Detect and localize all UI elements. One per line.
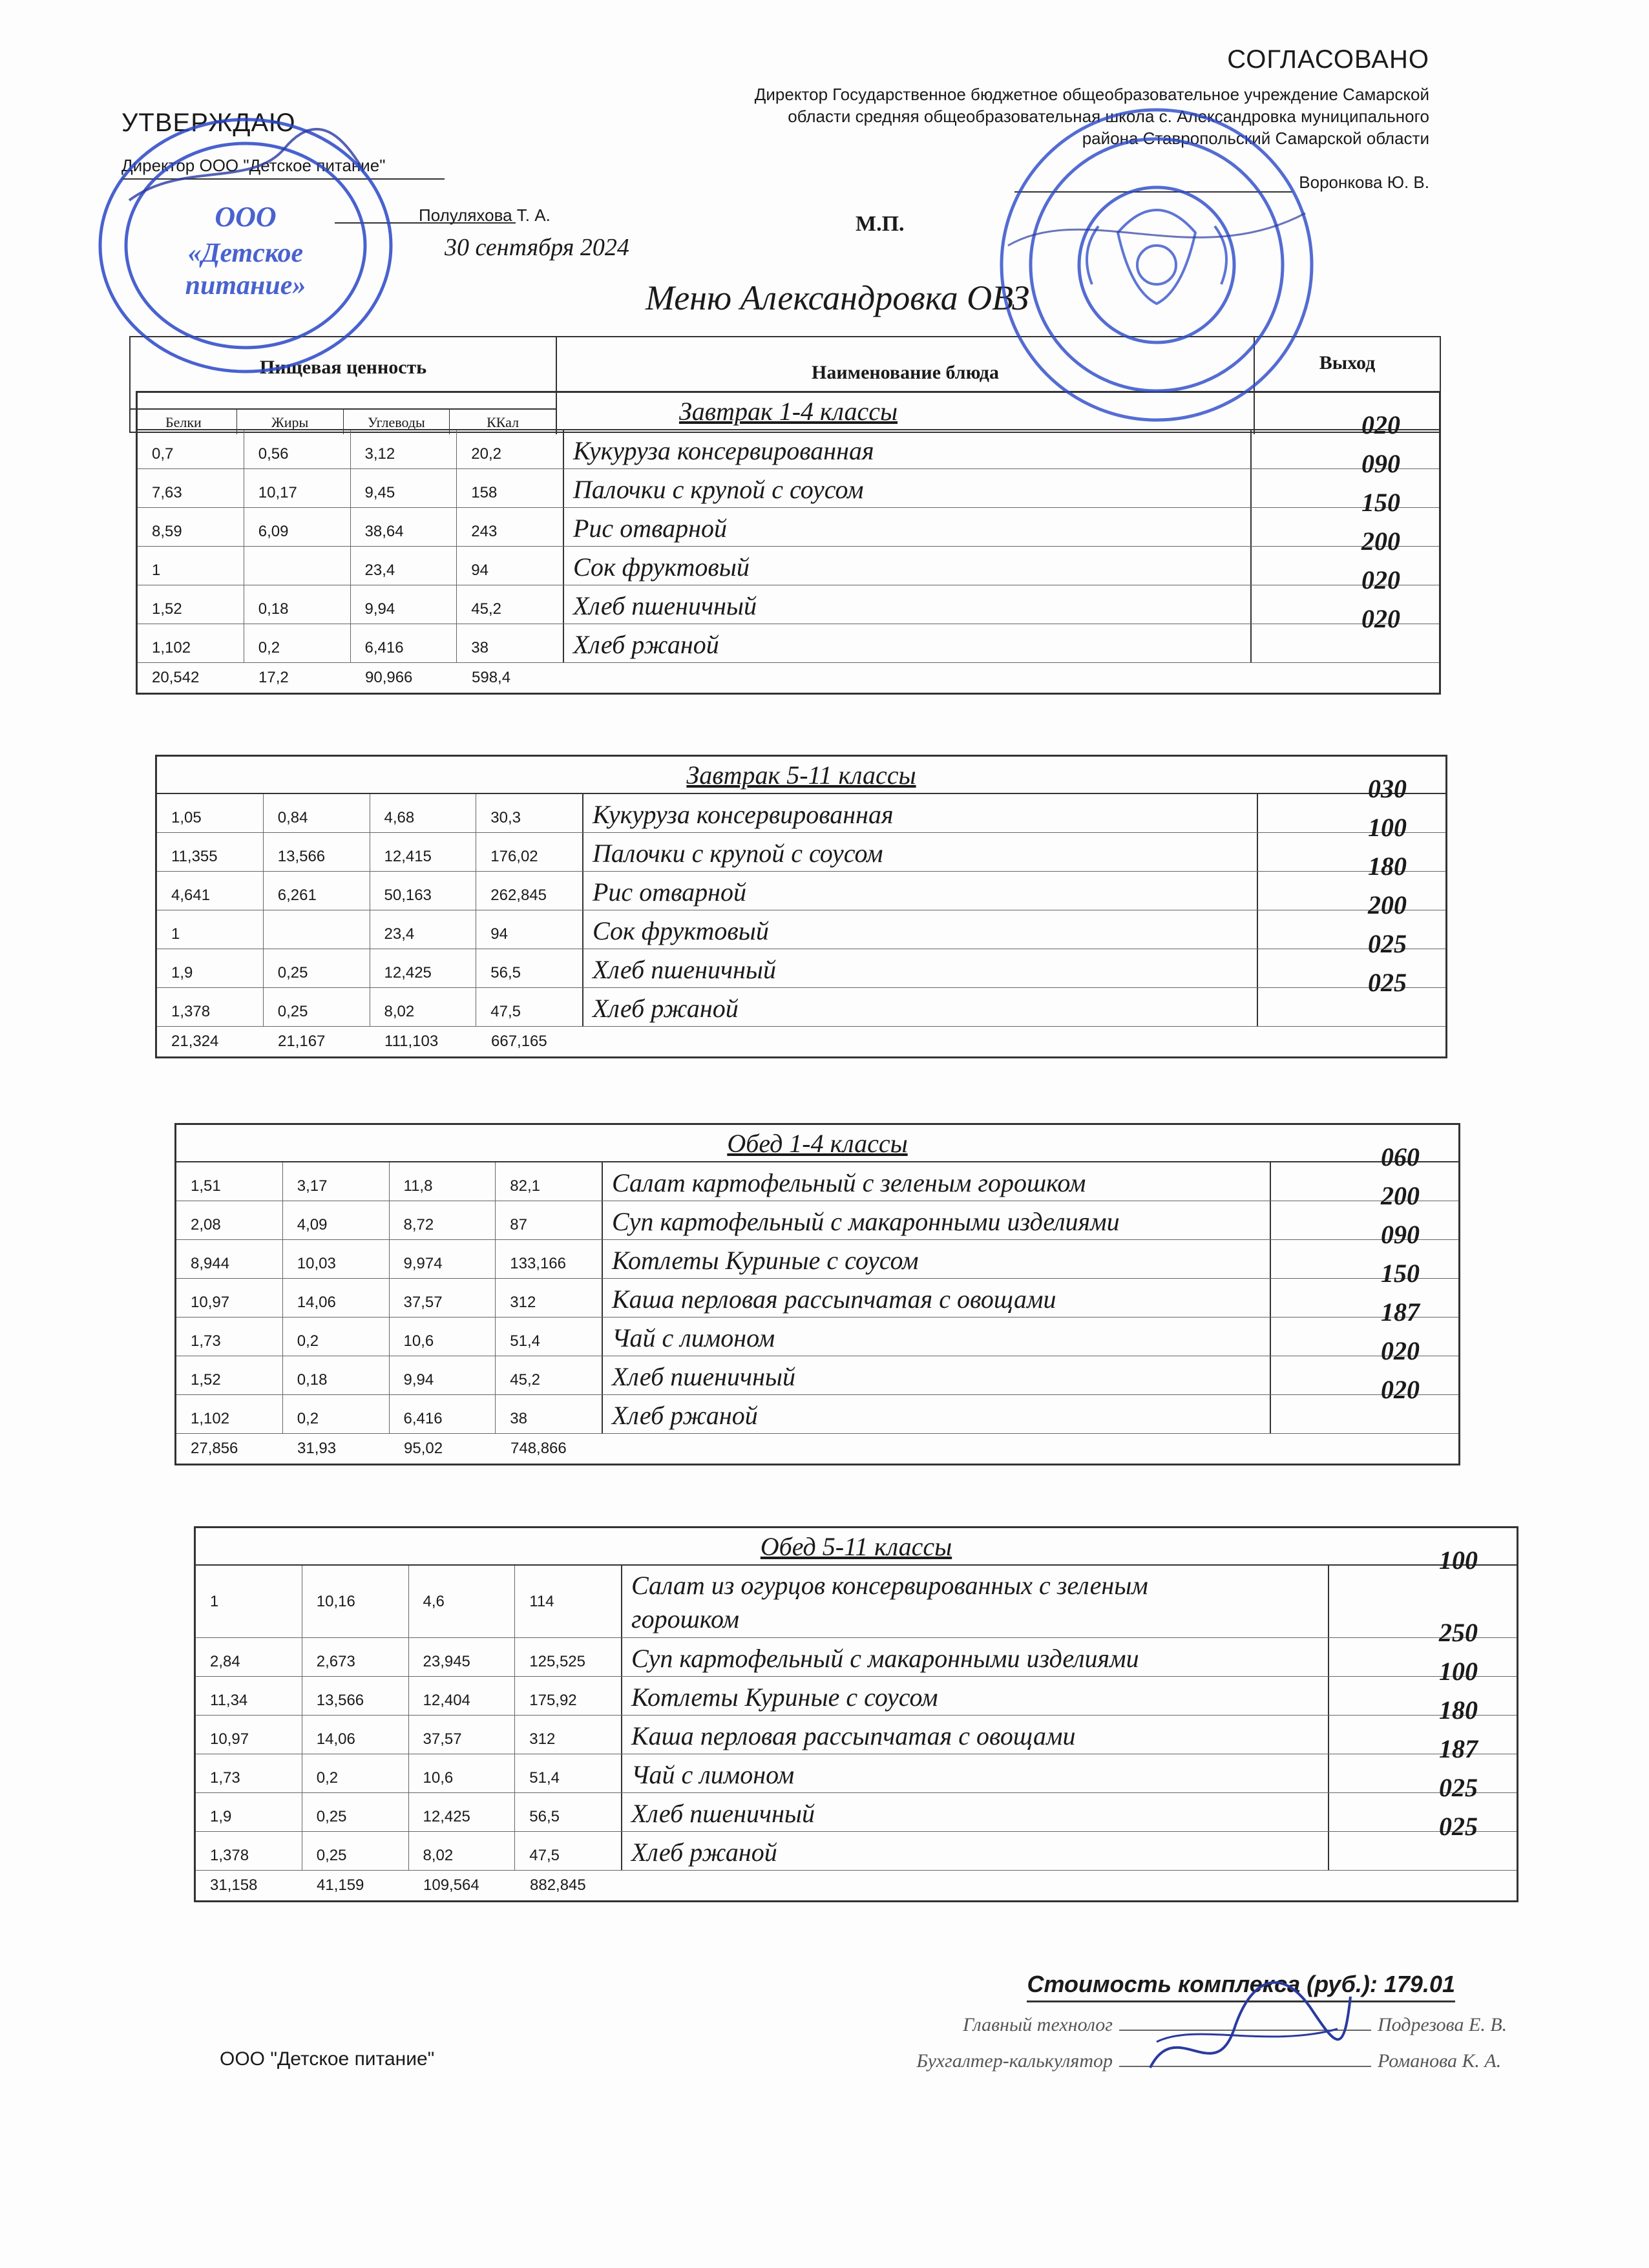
kcal-header: ККал <box>487 414 520 430</box>
fats-value: 0,84 <box>264 794 370 832</box>
school-stamp-right <box>982 103 1331 426</box>
proteins-value: 11,34 <box>196 1677 302 1715</box>
svg-text:ООО: ООО <box>215 201 277 233</box>
carbs-value: 6,416 <box>351 624 457 662</box>
dish-name: Салат картофельный с зеленым горошком <box>612 1168 1086 1197</box>
nutrition-values <box>196 1566 622 1637</box>
fats-value <box>244 547 351 585</box>
proteins-value: 1,52 <box>138 585 244 624</box>
carbs-value: 50,163 <box>370 872 477 910</box>
total-kcal: 748,866 <box>510 1440 567 1457</box>
carbs-value: 38,64 <box>351 508 457 546</box>
yield-cell <box>1252 410 1439 468</box>
yield-cell <box>1271 1375 1458 1433</box>
total-proteins: 20,542 <box>152 669 200 686</box>
total-carbs: 109,564 <box>423 1876 479 1894</box>
dish-name: Палочки с крупой с соусом <box>573 475 864 504</box>
nutrition-values <box>176 1162 603 1201</box>
yield-value: 030 <box>1368 774 1407 803</box>
yield-value: 200 <box>1381 1181 1420 1210</box>
carbs-value: 23,4 <box>370 910 477 949</box>
total-proteins: 21,324 <box>171 1033 219 1050</box>
meal-section <box>155 755 1447 1058</box>
kcal-value: 312 <box>529 1730 556 1748</box>
dish-cell <box>603 1395 1271 1433</box>
yield-value: 025 <box>1439 1773 1478 1802</box>
svg-text:«Детское: «Детское <box>187 238 304 268</box>
yield-value: 150 <box>1381 1259 1420 1288</box>
signer-name: Подрезова Е. В. <box>1378 2014 1507 2035</box>
proteins-value: 1,73 <box>176 1318 283 1356</box>
section-totals <box>138 663 564 693</box>
dish-cell <box>564 430 1252 468</box>
proteins-value: 1,102 <box>176 1395 283 1433</box>
proteins-value: 10,97 <box>176 1279 283 1317</box>
section-totals <box>196 1871 622 1900</box>
dish-cell <box>564 585 1252 624</box>
dish-cell <box>564 469 1252 507</box>
kcal-value: 56,5 <box>529 1808 560 1825</box>
fats-value: 14,06 <box>283 1279 390 1317</box>
yield-cell <box>1271 1336 1458 1394</box>
proteins-value: 1,52 <box>176 1356 283 1394</box>
dish-name: Палочки с крупой с соусом <box>593 839 883 868</box>
proteins-value: 1,9 <box>157 949 264 987</box>
total-proteins: 27,856 <box>191 1440 238 1457</box>
nutrition-values <box>138 430 564 468</box>
kcal-value: 125,525 <box>529 1653 586 1670</box>
dish-cell <box>603 1162 1271 1201</box>
handwritten-signature <box>1137 1958 1357 2087</box>
yield-value: 180 <box>1439 1696 1478 1725</box>
yield-cell <box>1258 890 1445 949</box>
kcal-value: 87 <box>510 1216 527 1234</box>
agreement-role-line2: области средняя общеобразовательная школа с. Александровка муниципального <box>788 107 1429 126</box>
fats-value: 14,06 <box>302 1716 409 1754</box>
kcal-value: 38 <box>471 639 488 656</box>
kcal-value: 20,2 <box>471 445 501 463</box>
dish-name: Котлеты Куриные с соусом <box>631 1683 938 1712</box>
dish-cell <box>622 1832 1329 1870</box>
fats-value <box>264 910 370 949</box>
dish-name: Каша перловая рассыпчатая с овощами <box>631 1721 1076 1750</box>
nutrition-values <box>176 1201 603 1239</box>
proteins-value: 1,9 <box>196 1793 302 1831</box>
yield-cell <box>1271 1142 1458 1201</box>
fats-value: 0,25 <box>302 1832 409 1870</box>
kcal-value: 45,2 <box>471 600 501 618</box>
yield-cell <box>1258 852 1445 910</box>
yield-cell <box>1329 1546 1517 1637</box>
total-kcal: 882,845 <box>530 1876 586 1894</box>
nutrition-values <box>176 1395 603 1433</box>
approver-role: Директор ООО "Детское питание" <box>121 156 445 180</box>
carbs-value: 9,45 <box>351 469 457 507</box>
agreement-caption: СОГЛАСОВАНО <box>1227 45 1429 74</box>
nutrition-values <box>138 508 564 546</box>
nutrition-values <box>138 585 564 624</box>
fats-value: 4,09 <box>283 1201 390 1239</box>
carbs-value: 11,8 <box>390 1162 496 1201</box>
agreement-role-line3: района Ставропольский Самарской области <box>1082 129 1429 148</box>
yield-value: 150 <box>1361 488 1400 517</box>
yield-value: 187 <box>1439 1734 1478 1763</box>
proteins-value: 1,73 <box>196 1754 302 1792</box>
dish-name-header: Наименование блюда <box>557 337 1255 434</box>
yield-cell <box>1252 488 1439 546</box>
page-title: Меню Александровка ОВЗ <box>646 278 1029 317</box>
carbs-value: 10,6 <box>409 1754 516 1792</box>
yield-value: 020 <box>1361 565 1400 594</box>
proteins-value: 1,05 <box>157 794 264 832</box>
dish-name: Рис отварной <box>573 514 728 543</box>
yield-cell <box>1329 1734 1517 1792</box>
kcal-value: 38 <box>510 1410 527 1427</box>
fats-value: 13,566 <box>302 1677 409 1715</box>
carbs-value: 12,404 <box>409 1677 516 1715</box>
dish-name: Хлеб ржаной <box>631 1838 777 1867</box>
proteins-value: 8,944 <box>176 1240 283 1278</box>
proteins-value: 8,59 <box>138 508 244 546</box>
dish-name: Кукуруза консервированная <box>593 800 894 829</box>
dish-cell <box>622 1638 1329 1676</box>
carbs-value: 23,945 <box>409 1638 516 1676</box>
seal-place-mark: М.П. <box>856 212 905 236</box>
dish-name: Хлеб пшеничный <box>593 955 777 984</box>
carbs-value: 9,974 <box>390 1240 496 1278</box>
svg-text:питание»: питание» <box>185 271 306 300</box>
yield-cell <box>1271 1297 1458 1356</box>
proteins-value: 4,641 <box>157 872 264 910</box>
kcal-value: 158 <box>471 484 498 501</box>
kcal-value: 175,92 <box>529 1692 577 1709</box>
carbs-value: 37,57 <box>390 1279 496 1317</box>
total-fats: 17,2 <box>258 669 289 686</box>
table-row <box>196 1618 1517 1677</box>
meal-section <box>174 1123 1460 1465</box>
kcal-value: 262,845 <box>490 887 547 904</box>
kcal-value: 94 <box>490 925 508 943</box>
yield-cell <box>1252 449 1439 507</box>
yield-header: Выход <box>1319 352 1376 373</box>
carbs-value: 4,68 <box>370 794 477 832</box>
yield-value: 200 <box>1361 527 1400 556</box>
carbs-header: Углеводы <box>344 410 450 434</box>
fats-value: 0,2 <box>283 1395 390 1433</box>
fats-value: 0,2 <box>244 624 351 662</box>
dish-name: Хлеб пшеничный <box>612 1362 796 1391</box>
kcal-value: 51,4 <box>529 1769 560 1787</box>
proteins-value: 1,378 <box>157 988 264 1026</box>
yield-cell <box>1271 1220 1458 1278</box>
fats-value: 10,03 <box>283 1240 390 1278</box>
kcal-value: 56,5 <box>490 964 521 982</box>
nutrition-values <box>176 1318 603 1356</box>
yield-value: 100 <box>1368 813 1407 842</box>
dish-cell <box>622 1677 1329 1715</box>
proteins-value: 10,97 <box>196 1716 302 1754</box>
dish-name: Кукуруза консервированная <box>573 436 874 465</box>
yield-cell <box>1252 527 1439 585</box>
kcal-value: 51,4 <box>510 1332 540 1350</box>
proteins-value: 1 <box>138 547 244 585</box>
fats-value: 0,25 <box>302 1793 409 1831</box>
fats-value: 0,25 <box>264 988 370 1026</box>
carbs-value: 12,425 <box>370 949 477 987</box>
nutrition-values <box>176 1356 603 1394</box>
dish-name: Рис отварной <box>593 877 747 907</box>
kcal-value: 82,1 <box>510 1177 540 1195</box>
dish-cell <box>564 624 1252 662</box>
nutrition-values <box>196 1793 622 1831</box>
dish-cell <box>603 1240 1271 1278</box>
dish-name: Хлеб ржаной <box>593 994 739 1023</box>
yield-value: 025 <box>1368 929 1407 958</box>
carbs-value: 9,94 <box>351 585 457 624</box>
proteins-value: 1,102 <box>138 624 244 662</box>
nutrition-values <box>157 949 583 987</box>
total-carbs: 111,103 <box>384 1033 439 1050</box>
yield-value: 090 <box>1361 449 1400 478</box>
yield-value: 090 <box>1381 1220 1420 1249</box>
dish-name: Суп картофельный с макаронными изделиями <box>612 1207 1120 1236</box>
company-name: ООО "Детское питание" <box>220 2048 435 2070</box>
approver-name: Полуляхова Т. А. <box>419 205 551 225</box>
proteins-value: 11,355 <box>157 833 264 871</box>
nutrition-values <box>157 988 583 1026</box>
dish-name: Хлеб ржаной <box>573 630 719 659</box>
total-kcal: 598,4 <box>472 669 511 686</box>
yield-value: 180 <box>1368 852 1407 881</box>
signer-role: Главный технолог <box>963 2014 1113 2035</box>
fats-value: 0,18 <box>244 585 351 624</box>
carbs-value: 6,416 <box>390 1395 496 1433</box>
signer-name: Романова К. А. <box>1378 2050 1502 2072</box>
yield-cell <box>1271 1181 1458 1239</box>
section-totals <box>157 1027 583 1056</box>
carbs-value: 9,94 <box>390 1356 496 1394</box>
dish-name: Салат из огурцов консервированных с зеленым горошком <box>631 1571 1148 1633</box>
fats-value: 0,25 <box>264 949 370 987</box>
dish-name: Чай с лимоном <box>631 1760 795 1789</box>
nutrition-values <box>196 1832 622 1870</box>
meal-section <box>194 1526 1518 1902</box>
yield-cell <box>1258 774 1445 832</box>
dish-cell <box>583 949 1258 987</box>
kcal-value: 243 <box>471 523 498 540</box>
complex-cost: Стоимость комплекса (руб.): 179.01 <box>1027 1971 1455 2002</box>
total-fats: 31,93 <box>297 1440 337 1457</box>
proteins-value: 1 <box>196 1566 302 1637</box>
kcal-value: 133,166 <box>510 1255 567 1272</box>
kcal-value: 94 <box>471 562 488 579</box>
dish-cell <box>622 1716 1329 1754</box>
yield-value: 060 <box>1381 1142 1420 1171</box>
total-fats: 41,159 <box>317 1876 364 1894</box>
dish-cell <box>564 547 1252 585</box>
proteins-value: 1,378 <box>196 1832 302 1870</box>
fats-value: 3,17 <box>283 1162 390 1201</box>
kcal-value: 47,5 <box>529 1847 560 1864</box>
nutrition-values <box>157 833 583 871</box>
dish-cell <box>603 1356 1271 1394</box>
dish-cell <box>583 833 1258 871</box>
kcal-value: 114 <box>529 1592 554 1610</box>
nutrition-values <box>157 794 583 832</box>
nutrition-values <box>196 1754 622 1792</box>
yield-value: 020 <box>1361 604 1400 633</box>
section-title: Завтрак 1-4 классы <box>138 393 1439 430</box>
dish-cell <box>622 1793 1329 1831</box>
nutrition-values <box>138 469 564 507</box>
yield-value: 020 <box>1381 1336 1420 1365</box>
nutrition-values <box>157 872 583 910</box>
dish-cell <box>583 872 1258 910</box>
yield-value: 250 <box>1439 1618 1478 1647</box>
yield-value: 100 <box>1439 1657 1478 1686</box>
nutrition-values <box>196 1716 622 1754</box>
yield-cell <box>1258 968 1445 1026</box>
yield-value: 187 <box>1381 1297 1420 1327</box>
carbs-value: 37,57 <box>409 1716 516 1754</box>
fats-value: 0,2 <box>302 1754 409 1792</box>
kcal-value: 45,2 <box>510 1371 540 1389</box>
dish-cell <box>603 1279 1271 1317</box>
fats-value: 6,09 <box>244 508 351 546</box>
yield-value: 020 <box>1361 410 1400 439</box>
dish-name: Суп картофельный с макаронными изделиями <box>631 1644 1139 1673</box>
nutrition-header-label: Пищевая ценность <box>259 357 427 378</box>
dish-name: Котлеты Куриные с соусом <box>612 1246 919 1275</box>
total-fats: 21,167 <box>278 1033 326 1050</box>
carbs-value: 4,6 <box>409 1566 516 1637</box>
nutrition-values <box>157 910 583 949</box>
company-stamp-left <box>90 110 401 381</box>
yield-value: 100 <box>1439 1546 1478 1575</box>
fats-value: 13,566 <box>264 833 370 871</box>
nutrition-values <box>176 1279 603 1317</box>
carbs-value: 3,12 <box>351 430 457 468</box>
kcal-value: 47,5 <box>490 1003 521 1020</box>
nutrition-values <box>196 1638 622 1676</box>
proteins-value: 7,63 <box>138 469 244 507</box>
dish-name: Хлеб пшеничный <box>573 591 757 620</box>
dish-name: Чай с лимоном <box>612 1323 775 1352</box>
nutrition-values <box>138 547 564 585</box>
dish-cell <box>583 910 1258 949</box>
total-carbs: 90,966 <box>365 669 413 686</box>
yield-value: 025 <box>1368 968 1407 997</box>
yield-cell <box>1329 1618 1517 1676</box>
proteins-value: 1 <box>157 910 264 949</box>
section-totals <box>176 1434 603 1464</box>
fats-value: 0,2 <box>283 1318 390 1356</box>
fats-value: 10,17 <box>244 469 351 507</box>
signer-role: Бухгалтер-калькулятор <box>916 2050 1113 2072</box>
carbs-value: 8,02 <box>370 988 477 1026</box>
dish-cell <box>583 988 1258 1026</box>
fats-value: 0,18 <box>283 1356 390 1394</box>
agreement-signatory: Воронкова Ю. В. <box>1299 173 1429 192</box>
total-proteins: 31,158 <box>210 1876 258 1894</box>
yield-cell <box>1258 813 1445 871</box>
yield-cell <box>1271 1259 1458 1317</box>
fats-value: 10,16 <box>302 1566 409 1637</box>
meal-section <box>136 391 1441 695</box>
kcal-value: 312 <box>510 1294 536 1311</box>
dish-name: Каша перловая рассыпчатая с овощами <box>612 1285 1056 1314</box>
approval-caption: УТВЕРЖДАЮ <box>121 109 296 137</box>
carbs-value: 23,4 <box>351 547 457 585</box>
yield-value: 200 <box>1368 890 1407 919</box>
fats-value: 6,261 <box>264 872 370 910</box>
proteins-value: 1,51 <box>176 1162 283 1201</box>
nutrition-values <box>138 624 564 662</box>
yield-value: 020 <box>1381 1375 1420 1404</box>
yield-cell <box>1329 1812 1517 1870</box>
yield-cell <box>1258 929 1445 987</box>
total-kcal: 667,165 <box>491 1033 547 1050</box>
yield-cell <box>1329 1657 1517 1715</box>
fats-value: 2,673 <box>302 1638 409 1676</box>
carbs-value: 12,415 <box>370 833 477 871</box>
total-carbs: 95,02 <box>404 1440 443 1457</box>
dish-name: Сок фруктовый <box>573 552 750 582</box>
kcal-value: 30,3 <box>490 809 521 826</box>
proteins-value: 2,08 <box>176 1201 283 1239</box>
yield-cell <box>1329 1773 1517 1831</box>
dish-name: Хлеб пшеничный <box>631 1799 815 1828</box>
fats-header: Жиры <box>237 410 344 434</box>
dish-name: Сок фруктовый <box>593 916 769 945</box>
dish-cell <box>583 794 1258 832</box>
dish-cell <box>603 1318 1271 1356</box>
yield-cell <box>1329 1696 1517 1754</box>
carbs-value: 12,425 <box>409 1793 516 1831</box>
yield-cell <box>1252 565 1439 624</box>
proteins-value: 0,7 <box>138 430 244 468</box>
section-title: Обед 5-11 классы <box>196 1528 1517 1566</box>
dish-cell <box>564 508 1252 546</box>
dish-cell <box>622 1566 1329 1637</box>
section-title: Завтрак 5-11 классы <box>157 757 1445 794</box>
section-title: Обед 1-4 классы <box>176 1125 1458 1162</box>
agreement-role-line1: Директор Государственное бюджетное общеобразовательное учреждение Самарской <box>754 85 1429 104</box>
proteins-value: 2,84 <box>196 1638 302 1676</box>
fats-value: 0,56 <box>244 430 351 468</box>
nutrition-values <box>196 1677 622 1715</box>
nutrition-values <box>176 1240 603 1278</box>
yield-cell <box>1252 604 1439 662</box>
kcal-value: 176,02 <box>490 848 538 865</box>
carbs-value: 10,6 <box>390 1318 496 1356</box>
carbs-value: 8,72 <box>390 1201 496 1239</box>
yield-value: 025 <box>1439 1812 1478 1841</box>
proteins-header: Белки <box>131 410 237 434</box>
carbs-value: 8,02 <box>409 1832 516 1870</box>
approval-date: 30 сентября 2024 <box>445 234 629 261</box>
dish-cell <box>603 1201 1271 1239</box>
dish-name: Хлеб ржаной <box>612 1401 758 1430</box>
dish-cell <box>622 1754 1329 1792</box>
